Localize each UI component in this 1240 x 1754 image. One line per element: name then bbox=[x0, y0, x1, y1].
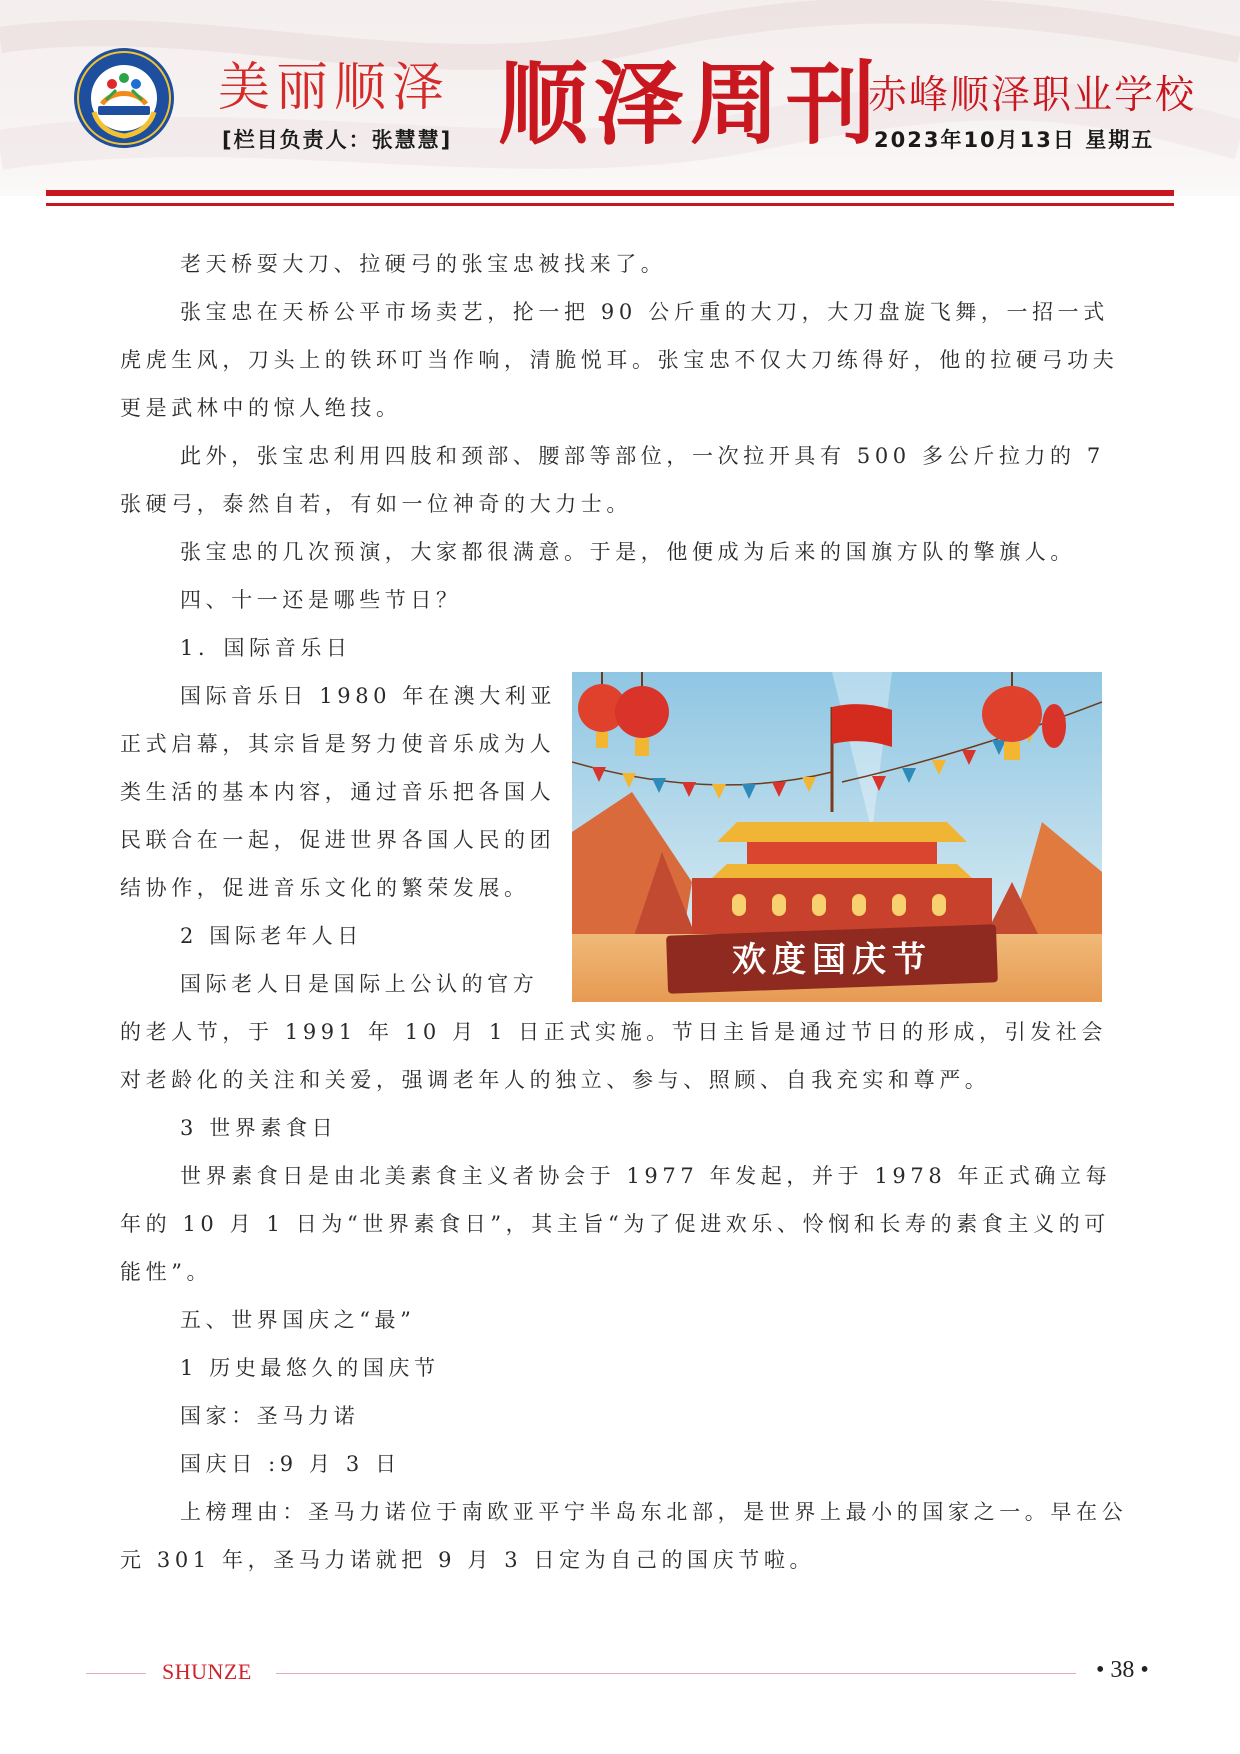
section-heading: 四、十一还是哪些节日？ bbox=[180, 588, 462, 612]
column-title: 美丽顺泽 bbox=[218, 58, 451, 118]
header-rule-thin bbox=[46, 203, 1174, 206]
subsection-heading: 1．国际音乐日 bbox=[180, 636, 352, 660]
footer-brand: SHUNZE bbox=[162, 1659, 252, 1684]
header-rule-thick bbox=[46, 190, 1174, 196]
paragraph: 老天桥耍大刀、拉硬弓的张宝忠被找来了。 bbox=[180, 252, 667, 276]
detail-line: 国家：圣马力诺 bbox=[180, 1404, 360, 1428]
paragraph: 此外，张宝忠利用四肢和颈部、腰部等部位，一次拉开具有 500 多公斤拉力的 7 张硬弓，泰然自若，有如一位神奇的大力士。 bbox=[120, 444, 1105, 516]
flag-icon bbox=[832, 704, 892, 747]
footer-rule-left bbox=[86, 1673, 146, 1674]
paragraph: 国际音乐日 1980 年在澳大利亚正式启幕，其宗旨是努力使音乐成为人类生活的基本内容，通过音乐把各国人民联合在一起，促进世界各国人民的团结协作，促进音乐文化的繁荣发展。 bbox=[120, 684, 556, 900]
masthead-title: 顺泽周刊 bbox=[498, 52, 882, 157]
subsection-heading: 2 国际老年人日 bbox=[180, 924, 363, 948]
paragraph: 世界素食日是由北美素食主义者协会于 1977 年发起，并于 1978 年正式确立每年的 10 月 1 日为“世界素食日”，其主旨“为了促进欢乐、怜悯和长寿的素食主义的可能性”。 bbox=[120, 1164, 1112, 1284]
paragraph: 张宝忠在天桥公平市场卖艺，抡一把 90 公斤重的大刀，大刀盘旋飞舞，一招一式虎虎生风，刀头上的铁环叮当作响，清脆悦耳。张宝忠不仅大刀练得好，他的拉硬弓功夫更是武林中的惊人绝技。 bbox=[120, 300, 1119, 420]
school-name: 赤峰顺泽职业学校 bbox=[868, 73, 1197, 118]
national-day-banner bbox=[666, 924, 998, 993]
banner-text: 欢度国庆节 bbox=[732, 940, 932, 980]
subsection-heading: 3 世界素食日 bbox=[180, 1116, 338, 1140]
issue-date: 2023年10月13日 星期五 bbox=[874, 128, 1155, 152]
detail-line: 国庆日 :9 月 3 日 bbox=[180, 1452, 401, 1476]
paragraph: 的老人节，于 1991 年 10 月 1 日正式实施。节日主旨是通过节日的形成，引发社会对老龄化的关注和关爱，强调老年人的独立、参与、照顾、自我充实和尊严。 bbox=[120, 1020, 1107, 1092]
tiananmen-gate-icon bbox=[692, 822, 992, 938]
paragraph: 张宝忠的几次预演，大家都很满意。于是，他便成为后来的国旗方队的擎旗人。 bbox=[180, 540, 1076, 564]
school-emblem-icon bbox=[72, 46, 176, 150]
section-heading: 五、世界国庆之“最” bbox=[180, 1308, 416, 1332]
paragraph: 国际老人日是国际上公认的官方 bbox=[180, 972, 539, 996]
page-number: • 38 • bbox=[1096, 1657, 1149, 1683]
footer-rule-right bbox=[276, 1673, 1076, 1674]
subsection-heading: 1 历史最悠久的国庆节 bbox=[180, 1356, 440, 1380]
page-header bbox=[0, 0, 1240, 196]
national-day-illustration bbox=[572, 672, 1102, 1002]
paragraph: 上榜理由：圣马力诺位于南欧亚平宁半岛东北部，是世界上最小的国家之一。早在公元 301 年，圣马力诺就把 9 月 3 日定为自己的国庆节啦。 bbox=[120, 1500, 1128, 1572]
column-editor: [栏目负责人：张慧慧] bbox=[222, 128, 453, 152]
